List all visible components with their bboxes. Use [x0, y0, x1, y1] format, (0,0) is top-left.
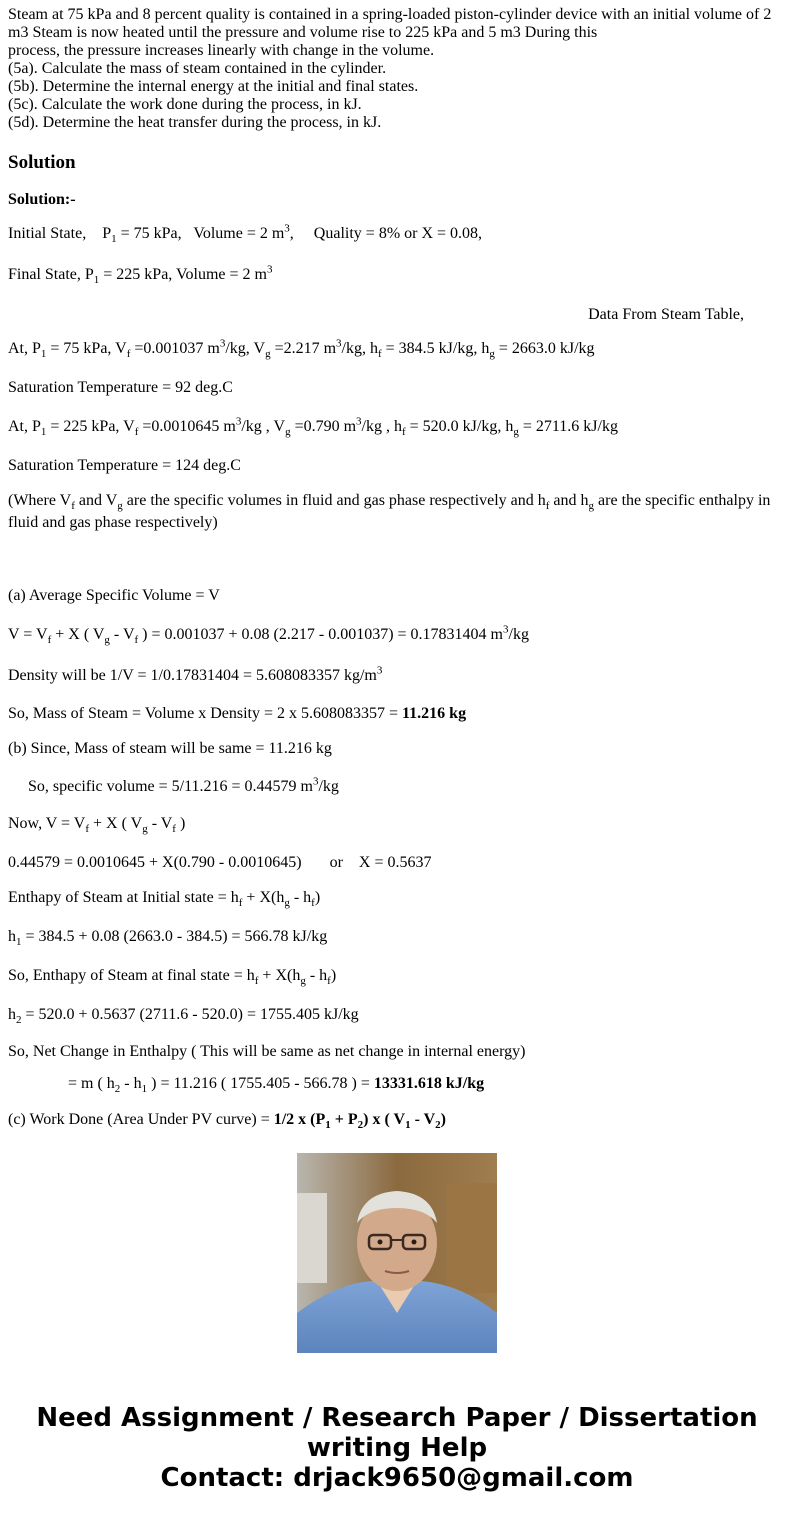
net-change-line: So, Net Change in Enthalpy ( This will be same as net change in internal energy)	[8, 1043, 526, 1060]
part-a-title: (a) Average Specific Volume = V	[8, 587, 220, 604]
table-row-75kpa: At, $P_1 = 75$ kPa, $V_f =0.001037$ $m^3/kg$, $V_g =2.217$ $m^3/kg$, $h_f = 384.5$ kJ/kg, $h_g = 2663.0$ kJ/kg	[8, 337, 595, 361]
question-part-b: (5b). Determine the internal energy at the initial and final states.	[8, 78, 419, 95]
part-b-title: (b) Since, Mass of steam will be same = 11.216 kg	[8, 740, 332, 757]
mass-result: 11.216 kg	[402, 705, 467, 722]
saturation-temp-2: Saturation Temperature = 124 deg.C	[8, 457, 241, 474]
question-intro: Steam at 75 kPa and 8 percent quality is contained in a spring-loaded piston-cylinder device with an initial volume of 2 m3 Steam is now heated until the pressure and volume rise to 225 kPa and 5 m3 During this process, the pressure increases linearly with change in the volume.	[8, 6, 772, 59]
solution-heading: Solution	[8, 152, 76, 173]
question-part-d: (5d). Determine the heat transfer during the process, in kJ.	[8, 114, 382, 131]
notation-note: (Where $V_f$ and $V_g$ are the specific volumes in fluid and gas phase respectively and $h_f$ and $h_g$ are the specific enthalpy in fluid and gas phase respectively)	[8, 492, 771, 531]
final-enthalpy-formula: So, Enthapy of Steam at final state = $h_f + X(h_g - h_f)$	[8, 967, 337, 988]
final-specific-volume: So, specific volume = 5/11.216 = 0.44579 $m^3/kg$	[28, 775, 339, 795]
net-change-result: 13331.618 kJ/kg	[373, 1075, 485, 1092]
part-c-work: (c) Work Done (Area Under PV curve) = 1/2 x $(P_1 + P_2)$ x ( $V_1 - V_2$)	[8, 1111, 446, 1132]
mass-line: So, Mass of Steam = Volume x Density = 2 x 5.608083357 = 11.216 kg	[8, 705, 467, 722]
quality-line: 0.44579 = 0.0010645 + X(0.790 - 0.0010645) or X = 0.5637	[8, 854, 432, 871]
promo-footer	[0, 1403, 794, 1493]
promo-line-1: Need Assignment / Research Paper / Dissertation	[36, 1403, 758, 1433]
question-part-a: (5a). Calculate the mass of steam contained in the cylinder.	[8, 60, 387, 77]
table-row-225kpa: At, $P_1 = 225$ kPa, $V_f =0.0010645$ $m^3/kg$ , $V_g =0.790$ $m^3/kg$ , $h_f = 520.0$ kJ/kg, $h_g = 2711.6$ kJ/kg	[8, 415, 618, 439]
specific-volume-formula: $V = V_f + X$ ( $V_g - V_f$ ) = 0.001037 + 0.08 (2.217 - 0.001037) = 0.17831404 $m^3/kg$	[8, 623, 529, 647]
author-avatar	[297, 1153, 497, 1353]
h1-calculation: $h_1 = 384.5 + 0.08$ (2663.0 - 384.5) = 566.78 kJ/kg	[8, 928, 328, 949]
net-change-calculation: = m ( $h_2 - h_1$ ) = 11.216 ( 1755.405 - 566.78 ) = 13331.618 kJ/kg	[68, 1075, 485, 1096]
question-block	[8, 6, 784, 132]
h2-calculation: $h_2 = 520.0 + 0.5637$ (2711.6 - 520.0) = 1755.405 kJ/kg	[8, 1006, 359, 1027]
contact-email[interactable]: Contact: drjack9650@gmail.com	[160, 1463, 634, 1493]
promo-line-2: writing Help	[306, 1433, 488, 1463]
saturation-temp-1: Saturation Temperature = 92 deg.C	[8, 379, 233, 396]
initial-enthalpy-formula: Enthapy of Steam at Initial state = $h_f + X(h_g - h_f)$	[8, 889, 321, 910]
solution-label: Solution:-	[8, 191, 76, 208]
density-line: Density will be 1/V = 1/0.17831404 = 5.608083357 $kg/m^3$	[8, 664, 383, 684]
final-state: Final State, $P_1 = 225$ kPa, Volume = 2 $m^3$	[8, 263, 273, 287]
document-body	[8, 6, 784, 1132]
portrait-image	[297, 1153, 497, 1353]
steam-table-caption: Data From Steam Table,	[588, 306, 744, 323]
initial-state: Initial State, $P_1 = 75$ kPa, Volume = 2 $m^3$, Quality = 8% or X = 0.08,	[8, 222, 483, 246]
question-part-c: (5c). Calculate the work done during the process, in kJ.	[8, 96, 362, 113]
solution-body	[8, 190, 784, 1132]
volume-relation: Now, $V = V_f + X$ ( $V_g - V_f$ )	[8, 815, 186, 836]
